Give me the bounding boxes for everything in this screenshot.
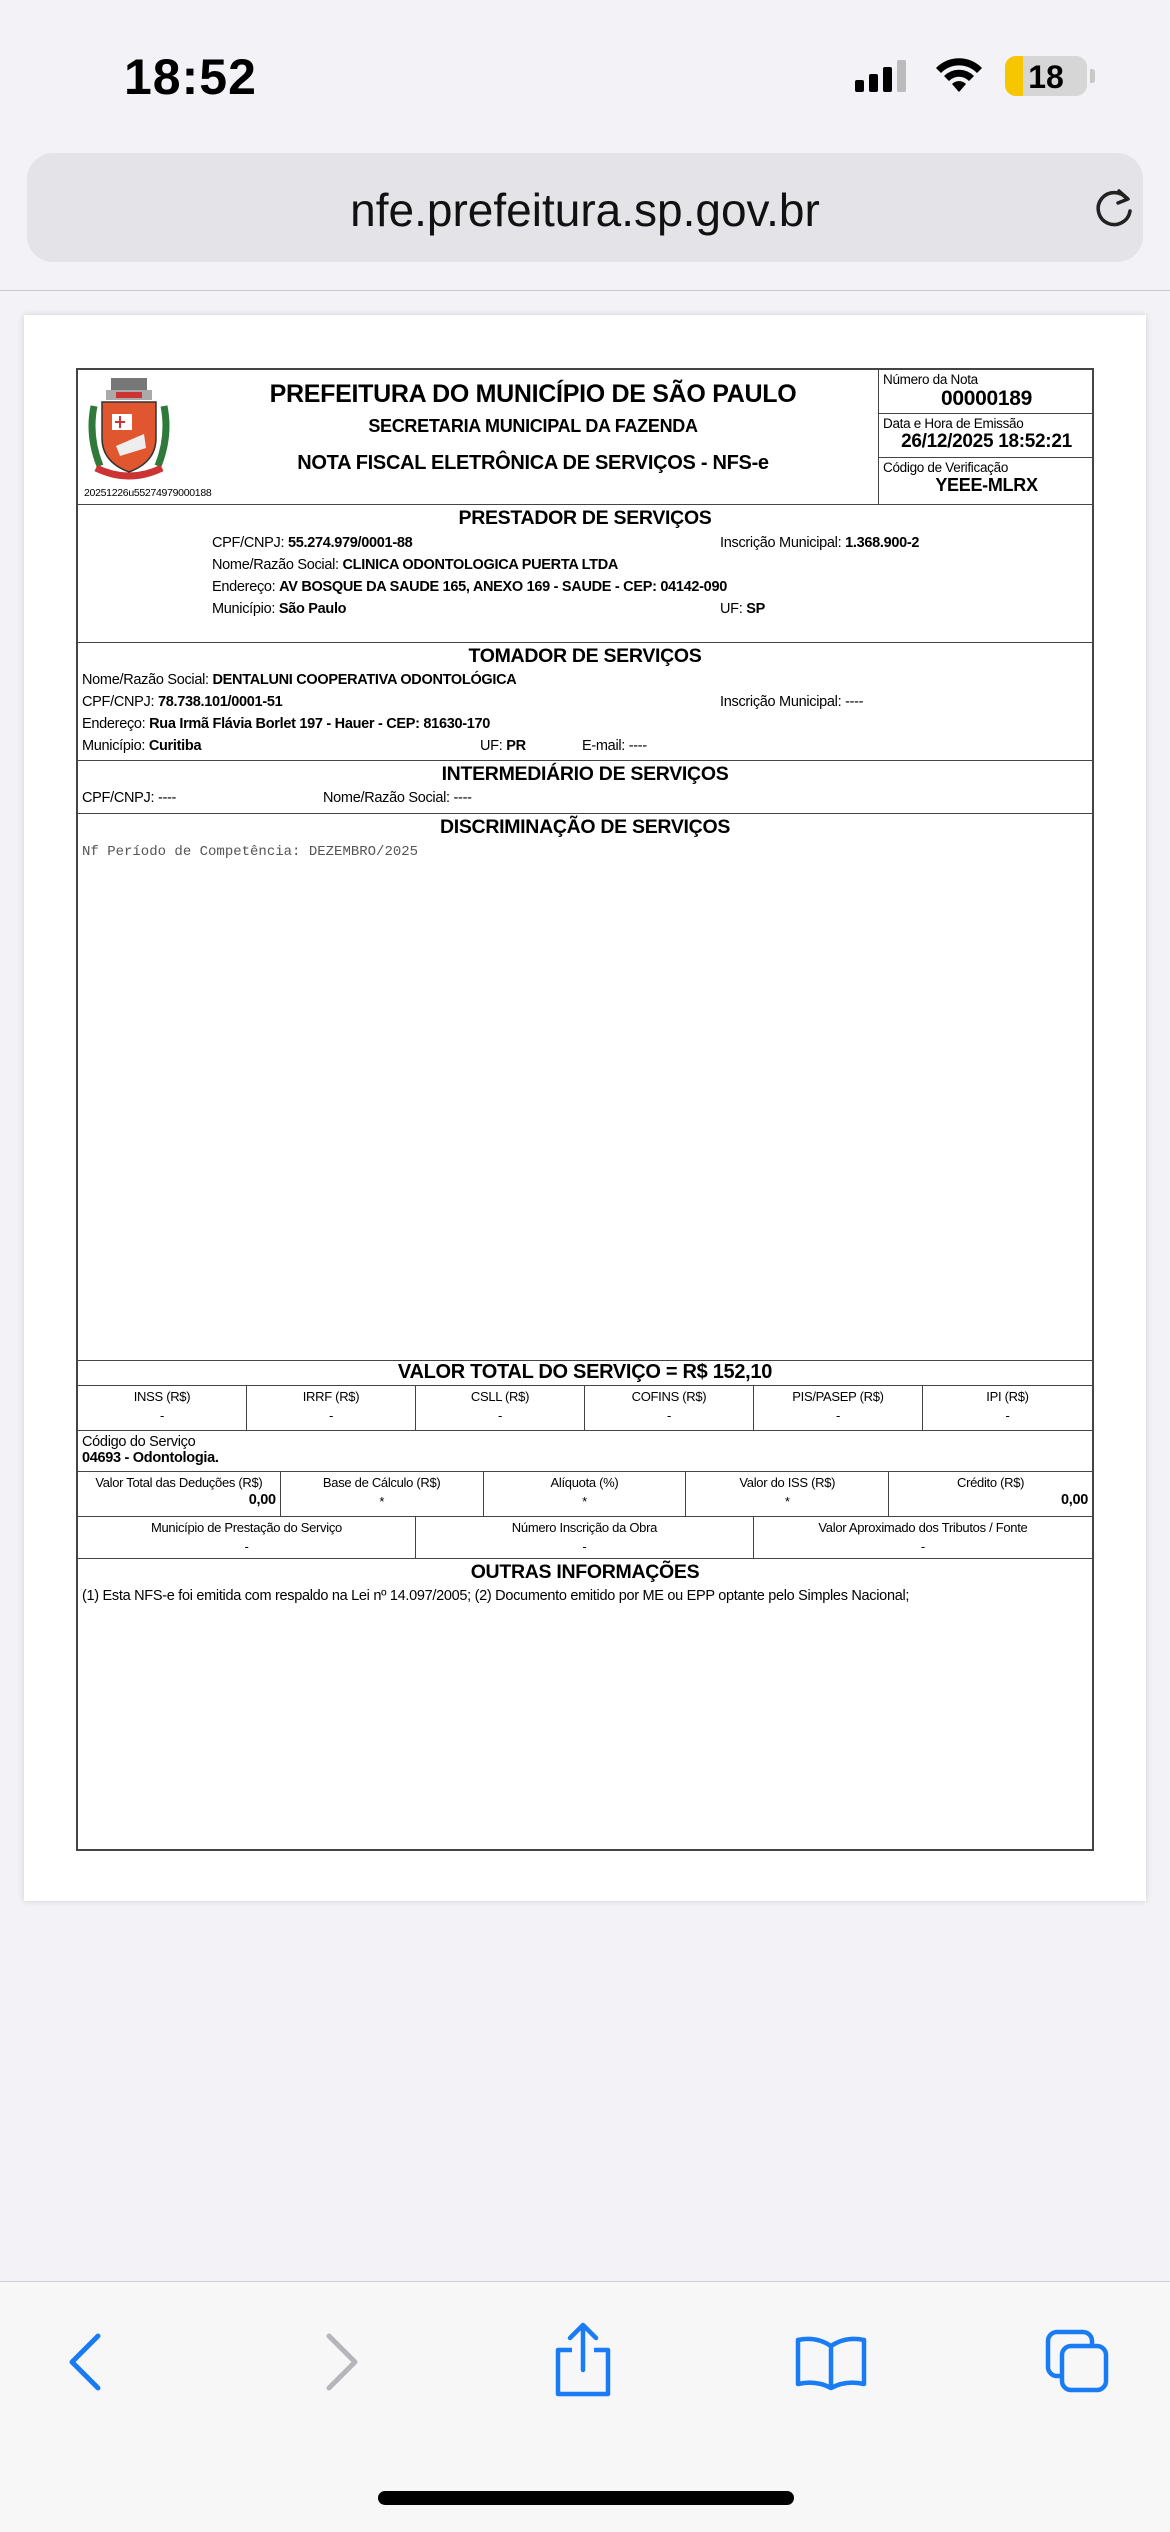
clock: 18:52 <box>124 49 257 105</box>
cell-value: * <box>379 1494 385 1509</box>
cell-label: Valor do ISS (R$) <box>739 1475 836 1490</box>
label: Município: <box>212 601 276 617</box>
tomador-im: ---- <box>845 694 864 710</box>
cell-label: Valor Total das Deduções (R$) <box>95 1475 263 1490</box>
calculo-cell <box>889 1472 1092 1516</box>
impostos-cell <box>247 1386 416 1430</box>
prestacao-cell <box>754 1517 1092 1558</box>
tomador-cnpj: 78.738.101/0001-51 <box>157 694 283 710</box>
prestacao-cell <box>416 1517 754 1558</box>
outras-text: (1) Esta NFS-e foi emitida com respaldo na Lei nº 14.097/2005; (2) Documento emitido por ME ou EPP optante pelo Simples Nacional; <box>82 1588 910 1604</box>
prestador-im: 1.368.900-2 <box>845 535 920 551</box>
calculo-cell <box>78 1472 281 1516</box>
bookmarks-icon[interactable] <box>794 2334 868 2392</box>
cell-label: IRRF (R$) <box>302 1389 360 1404</box>
service-description: Nf Período de Competência: DEZEMBRO/2025 <box>82 844 419 860</box>
cell-value: - <box>666 1408 672 1423</box>
note-info-box <box>878 370 1094 504</box>
cell-label: Número Inscrição da Obra <box>511 1520 658 1535</box>
section-heading: OUTRAS INFORMAÇÕES <box>470 1561 700 1583</box>
tomador-municipio: Curitiba <box>148 738 202 754</box>
cell-label: Base de Cálculo (R$) <box>322 1475 441 1490</box>
cell-value: - <box>582 1539 587 1554</box>
numero-value: 00000189 <box>940 387 1033 410</box>
cell-value: - <box>1005 1408 1010 1423</box>
cell-value: 0,00 <box>248 1492 276 1508</box>
data-value: 26/12/2025 18:52:21 <box>901 431 1072 452</box>
document-title: NOTA FISCAL ELETRÔNICA DE SERVIÇOS - NFS-e <box>297 452 769 474</box>
section-heading: TOMADOR DE SERVIÇOS <box>468 645 702 667</box>
reload-icon[interactable] <box>1089 183 1139 233</box>
calculo-cell <box>484 1472 687 1516</box>
cell-label: Município de Prestação do Serviço <box>150 1520 342 1535</box>
wifi-icon <box>935 56 983 94</box>
header-section <box>78 370 1092 505</box>
cell-label: COFINS (R$) <box>631 1389 707 1404</box>
section-heading: DISCRIMINAÇÃO DE SERVIÇOS <box>439 816 731 838</box>
divider <box>0 290 1170 291</box>
coat-of-arms-logo <box>86 376 172 486</box>
discriminacao-section <box>78 814 1092 1361</box>
section-heading: PRESTADOR DE SERVIÇOS <box>458 507 712 529</box>
codigo-servico-value: 04693 - Odontologia. <box>82 1450 219 1466</box>
cell-value: - <box>159 1408 165 1423</box>
prestador-municipio: São Paulo <box>278 601 347 617</box>
share-icon[interactable] <box>552 2322 614 2398</box>
impostos-cell <box>416 1386 585 1430</box>
cell-label: Crédito (R$) <box>956 1475 1025 1490</box>
tomador-email: ---- <box>628 738 647 754</box>
battery-icon <box>1005 56 1087 96</box>
outras-informacoes-section <box>78 1559 1092 1849</box>
impostos-cell <box>754 1386 923 1430</box>
cell-value: - <box>835 1408 841 1423</box>
subtitle: SECRETARIA MUNICIPAL DA FAZENDA <box>368 416 698 436</box>
impostos-cell <box>585 1386 754 1430</box>
address-bar[interactable] <box>27 153 1143 262</box>
label: Nome/Razão Social: <box>82 672 209 688</box>
label: Endereço: <box>212 579 276 595</box>
calculo-cell <box>686 1472 889 1516</box>
status-bar <box>0 0 1170 140</box>
label: Código do Serviço <box>82 1434 196 1450</box>
numero-label: Número da Nota <box>883 372 978 387</box>
cell-label: Valor Aproximado dos Tributos / Fonte <box>818 1520 1028 1535</box>
prestador-cnpj: 55.274.979/0001-88 <box>287 535 413 551</box>
prestacao-cell <box>78 1517 416 1558</box>
prestador-endereco: AV BOSQUE DA SAUDE 165, ANEXO 169 - SAUDE - CEP: 04142-090 <box>279 579 727 595</box>
cell-value: * <box>582 1494 587 1509</box>
battery-level: 18 <box>1028 59 1064 95</box>
taxes-row <box>78 1386 1092 1431</box>
codigo-label: Código de Verificação <box>883 460 1009 475</box>
tomador-section <box>78 643 1092 761</box>
cell-label: CSLL (R$) <box>470 1389 530 1404</box>
label: Endereço: <box>82 716 146 732</box>
impostos-cell <box>78 1386 247 1430</box>
tomador-nome: DENTALUNI COOPERATIVA ODONTOLÓGICA <box>212 672 517 688</box>
cell-label: INSS (R$) <box>133 1389 191 1404</box>
section-heading: INTERMEDIÁRIO DE SERVIÇOS <box>441 763 729 785</box>
url-text[interactable]: nfe.prefeitura.sp.gov.br <box>350 184 820 236</box>
cell-value: - <box>920 1539 925 1554</box>
forward-icon[interactable] <box>315 2332 365 2392</box>
label: Inscrição Municipal: <box>720 694 842 710</box>
label: E-mail: <box>582 738 626 754</box>
page-title: PREFEITURA DO MUNICÍPIO DE SÃO PAULO <box>269 380 797 408</box>
intermediario-cnpj: ---- <box>157 790 177 806</box>
cell-label: PIS/PASEP (R$) <box>792 1389 884 1404</box>
codigo-value: YEEE-MLRX <box>935 475 1038 495</box>
valor-total: VALOR TOTAL DO SERVIÇO = R$ 152,10 <box>78 1361 1092 1386</box>
cell-value: - <box>244 1539 249 1554</box>
impostos-cell <box>923 1386 1092 1430</box>
label: CPF/CNPJ: <box>82 790 155 806</box>
label: Município: <box>82 738 146 754</box>
label: Inscrição Municipal: <box>720 535 842 551</box>
battery-cap <box>1090 69 1095 83</box>
calculo-cell <box>281 1472 484 1516</box>
cell-label: IPI (R$) <box>986 1389 1029 1404</box>
prestador-nome: CLINICA ODONTOLOGICA PUERTA LTDA <box>342 557 619 573</box>
label: Nome/Razão Social: <box>323 790 450 806</box>
cell-value: * <box>784 1494 790 1509</box>
label: CPF/CNPJ: <box>212 535 285 551</box>
calculo-row <box>78 1472 1092 1517</box>
back-icon[interactable] <box>62 2332 112 2392</box>
prestador-section <box>78 505 1092 643</box>
cell-value: 0,00 <box>1060 1492 1088 1508</box>
prestador-uf: SP <box>746 601 765 617</box>
cellular-signal-icon <box>855 60 906 92</box>
nfse-document <box>76 368 1094 1851</box>
prestacao-row <box>78 1517 1092 1559</box>
label: CPF/CNPJ: <box>82 694 155 710</box>
tomador-uf: PR <box>506 738 526 754</box>
cell-value: - <box>497 1408 503 1423</box>
tomador-endereco: Rua Irmã Flávia Borlet 197 - Hauer - CEP: 81630-170 <box>149 716 491 732</box>
label: Nome/Razão Social: <box>212 557 339 573</box>
label: UF: <box>720 601 743 617</box>
cell-label: Alíquota (%) <box>550 1475 619 1490</box>
home-indicator[interactable] <box>378 2491 794 2505</box>
intermediario-nome: ---- <box>453 790 472 806</box>
codigo-servico-section <box>78 1431 1092 1472</box>
label: UF: <box>480 738 503 754</box>
cell-value: - <box>328 1408 334 1423</box>
tabs-icon[interactable] <box>1044 2328 1112 2396</box>
intermediario-section <box>78 761 1092 814</box>
logo-code: 20251226u55274979000188 <box>84 487 212 499</box>
data-label: Data e Hora de Emissão <box>883 416 1024 431</box>
